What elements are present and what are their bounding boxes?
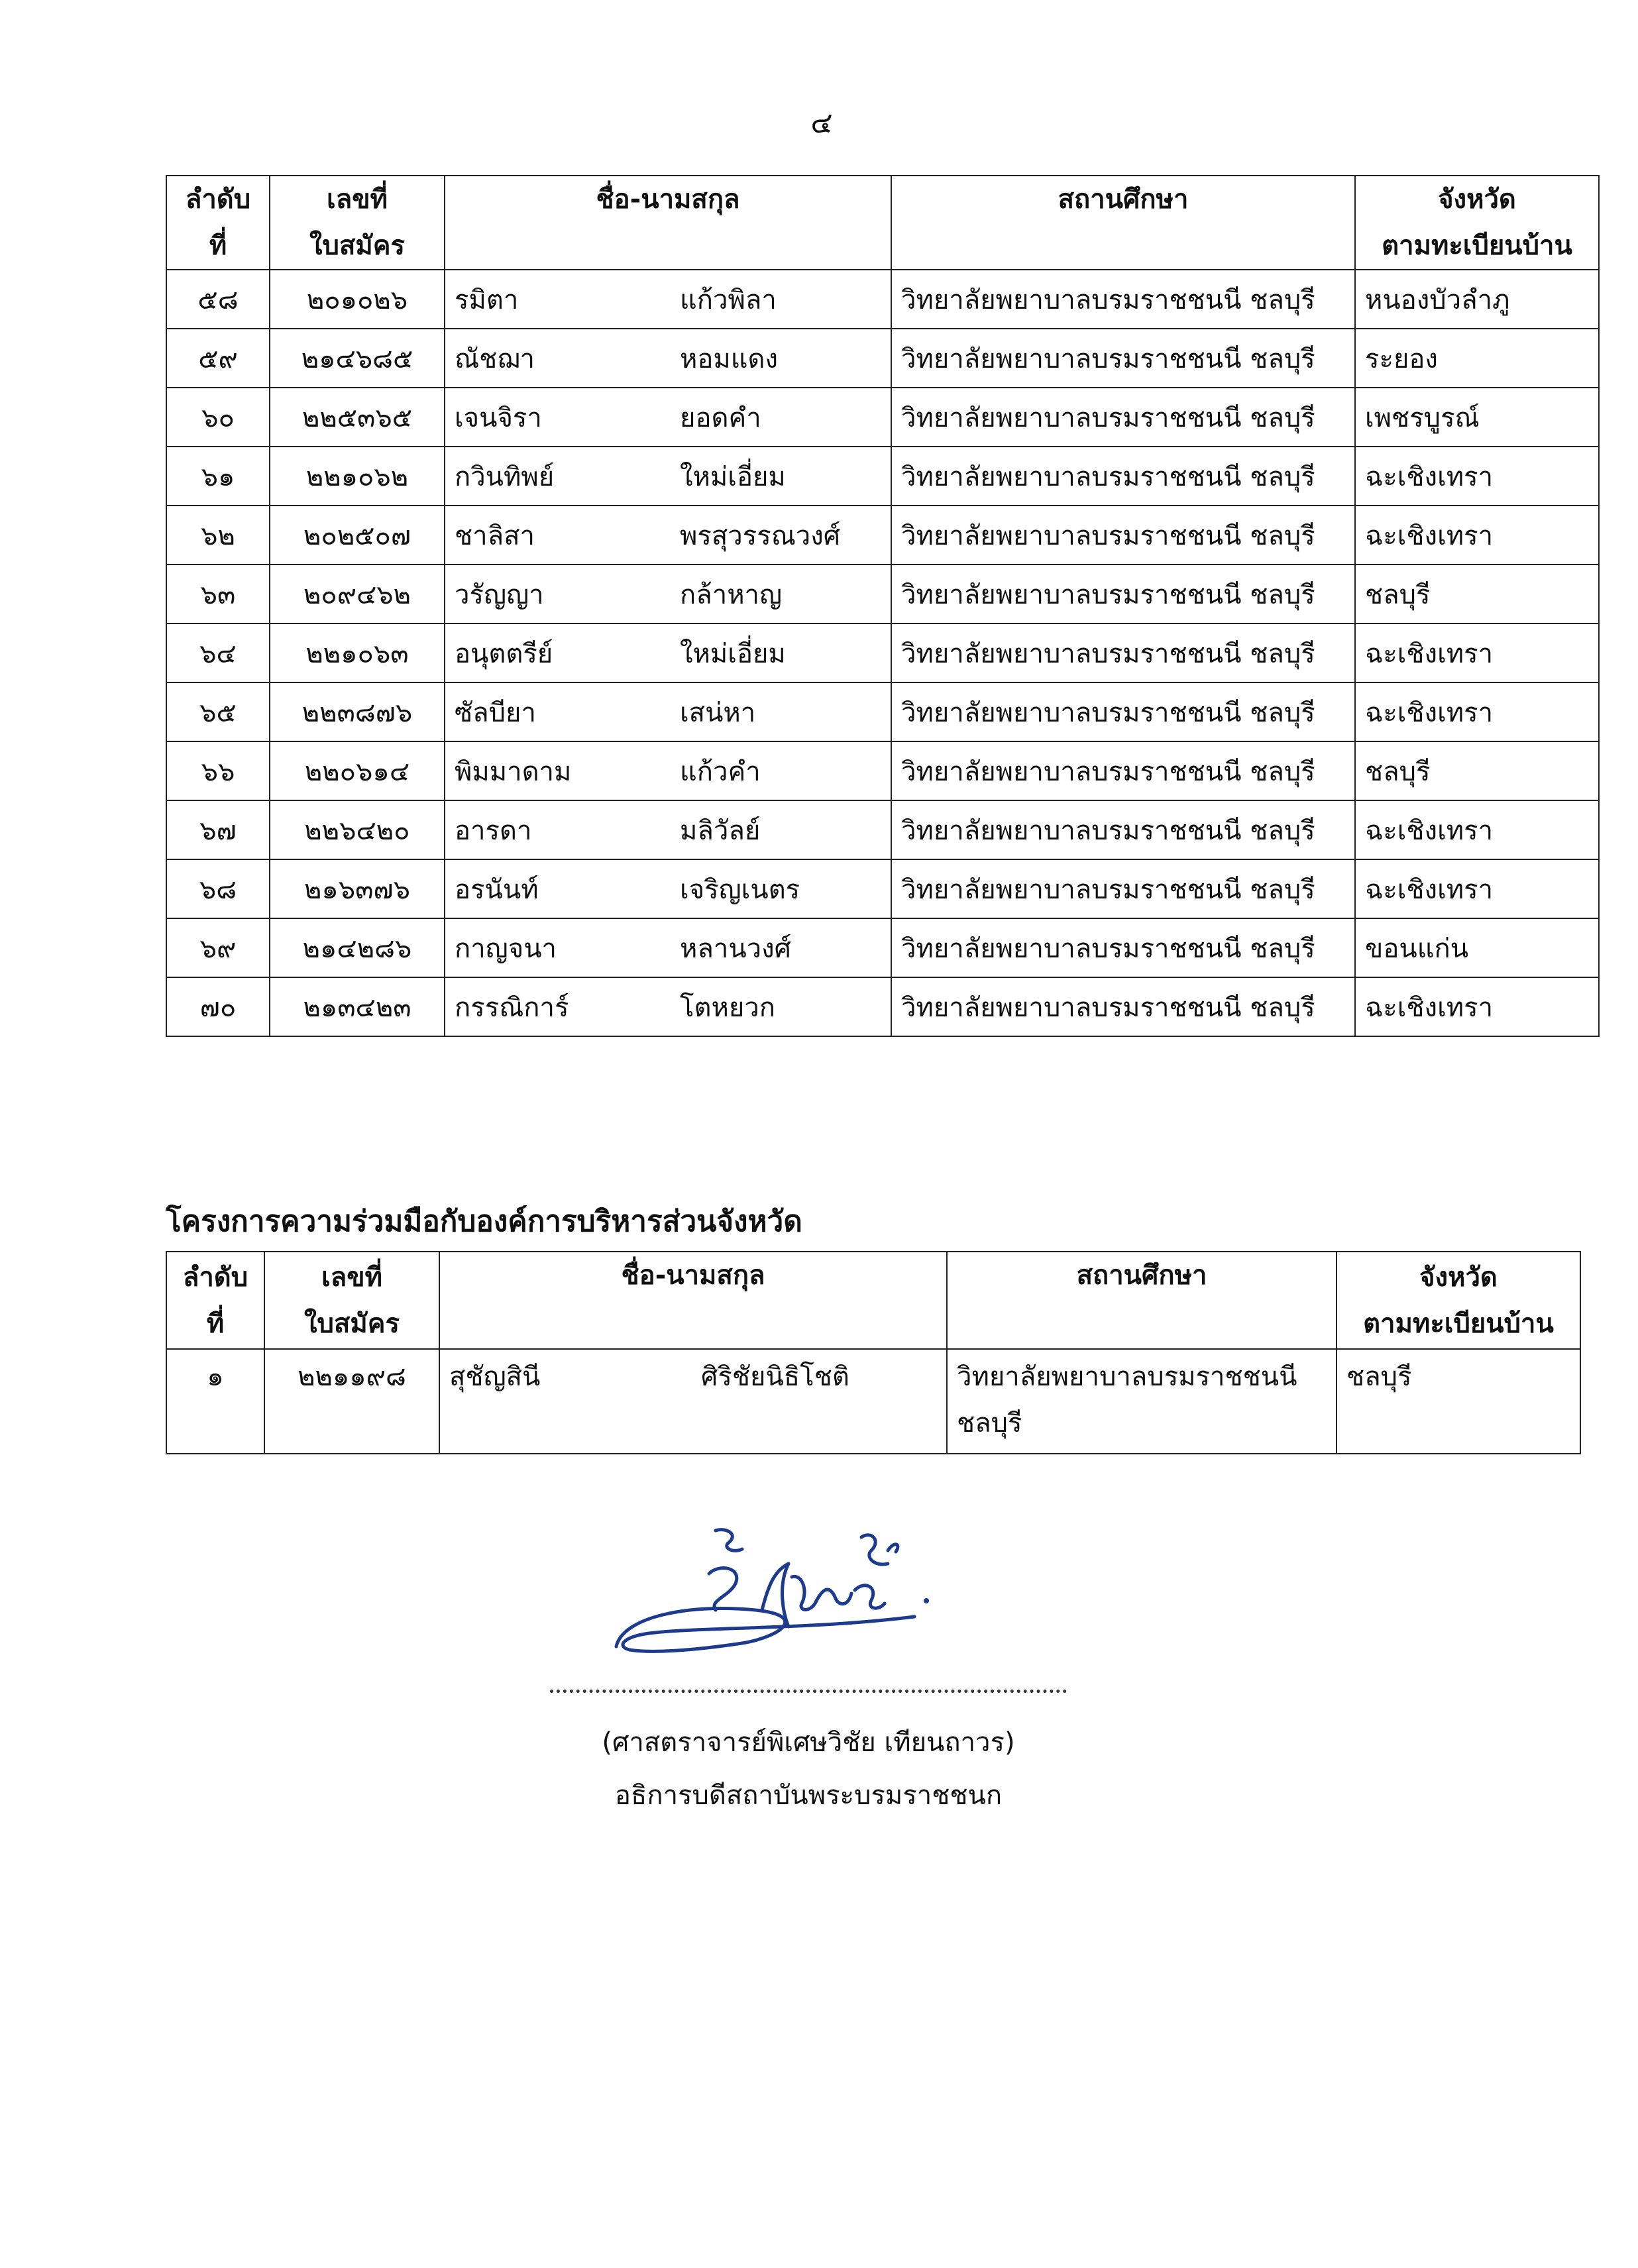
cell-institution: วิทยาลัยพยาบาลบรมราชชนนี ชลบุรี xyxy=(891,623,1355,682)
cell-institution: วิทยาลัยพยาบาลบรมราชชนนี ชลบุรี xyxy=(891,918,1355,977)
cell-province: ขอนแก่น xyxy=(1355,918,1599,977)
first-name: สุชัญสินี xyxy=(449,1362,541,1392)
table-row xyxy=(166,741,1599,800)
cell-institution: วิทยาลัยพยาบาลบรมราชชนนี ชลบุรี xyxy=(891,682,1355,741)
cell-province: ฉะเชิงเทรา xyxy=(1355,682,1599,741)
cell-application-no: ๒๒๓๘๗๖ xyxy=(270,682,445,741)
cell-institution: วิทยาลัยพยาบาลบรมราชชนนี ชลบุรี xyxy=(947,1349,1337,1454)
last-name: พรสุวรรณวงศ์ xyxy=(680,520,841,551)
table-header-row xyxy=(166,176,1599,270)
page-number: ๔ xyxy=(810,106,833,140)
cell-institution: วิทยาลัยพยาบาลบรมราชชนนี ชลบุรี xyxy=(891,800,1355,859)
first-name: อรนันท์ xyxy=(455,874,539,905)
cell-province: ฉะเชิงเทรา xyxy=(1355,977,1599,1036)
last-name: หอมแดง xyxy=(680,343,779,374)
cell-order: ๖๘ xyxy=(166,859,270,918)
cell-order: ๗๐ xyxy=(166,977,270,1036)
last-name: ศิริชัยนิธิโชติ xyxy=(701,1362,849,1392)
signer-name: (ศาสตราจารย์พิเศษวิชัย เทียนถาวร) xyxy=(602,1727,1015,1758)
signer-block xyxy=(530,1716,1087,1822)
cell-province: ระยอง xyxy=(1355,329,1599,388)
section-title: โครงการความร่วมมือกับองค์การบริหารส่วนจังหวัด xyxy=(166,1205,802,1238)
table-row xyxy=(166,859,1599,918)
table-row xyxy=(166,918,1599,977)
header-province: จังหวัด ตามทะเบียนบ้าน xyxy=(1337,1252,1580,1349)
signature-image xyxy=(610,1511,981,1683)
last-name: เสน่หา xyxy=(680,697,756,728)
cell-institution: วิทยาลัยพยาบาลบรมราชชนนี ชลบุรี xyxy=(891,447,1355,506)
header-name: ชื่อ-นามสกุล xyxy=(439,1252,947,1349)
cell-institution: วิทยาลัยพยาบาลบรมราชชนนี ชลบุรี xyxy=(891,270,1355,329)
last-name: แก้วคำ xyxy=(680,756,761,787)
cell-application-no: ๒๒๕๓๖๕ xyxy=(270,388,445,447)
cell-name xyxy=(445,682,891,741)
cell-province: ฉะเชิงเทรา xyxy=(1355,623,1599,682)
cell-application-no: ๒๐๒๕๐๗ xyxy=(270,506,445,565)
table-row xyxy=(166,1349,1580,1454)
table-row xyxy=(166,388,1599,447)
province-cooperation-table xyxy=(166,1251,1581,1454)
table-row xyxy=(166,682,1599,741)
cell-application-no: ๒๒๑๐๖๒ xyxy=(270,447,445,506)
cell-application-no: ๒๐๑๐๒๖ xyxy=(270,270,445,329)
cell-order: ๕๘ xyxy=(166,270,270,329)
first-name: เจนจิรา xyxy=(455,402,542,433)
table-row xyxy=(166,565,1599,623)
first-name: กาญจนา xyxy=(455,933,557,964)
table-row xyxy=(166,800,1599,859)
table-row xyxy=(166,977,1599,1036)
cell-province: ฉะเชิงเทรา xyxy=(1355,859,1599,918)
cell-order: ๖๓ xyxy=(166,565,270,623)
cell-name xyxy=(439,1349,947,1454)
cell-name xyxy=(445,918,891,977)
cell-order: ๖๔ xyxy=(166,623,270,682)
first-name: ซัลบียา xyxy=(455,697,536,728)
signature-line xyxy=(550,1688,1067,1693)
cell-application-no: ๒๒๑๐๖๓ xyxy=(270,623,445,682)
first-name: รมิตา xyxy=(455,284,519,315)
cell-name xyxy=(445,565,891,623)
last-name: ยอดคำ xyxy=(680,402,761,433)
cell-name xyxy=(445,270,891,329)
table-row xyxy=(166,623,1599,682)
cell-application-no: ๒๑๖๓๗๖ xyxy=(270,859,445,918)
header-institution: สถานศึกษา xyxy=(891,176,1355,270)
header-application-no: เลขที่ ใบสมัคร xyxy=(270,176,445,270)
cell-name xyxy=(445,741,891,800)
cell-application-no: ๒๒๖๔๒๐ xyxy=(270,800,445,859)
cell-institution: วิทยาลัยพยาบาลบรมราชชนนี ชลบุรี xyxy=(891,329,1355,388)
last-name: ใหม่เอี่ยม xyxy=(680,461,786,492)
header-name: ชื่อ-นามสกุล xyxy=(445,176,891,270)
cell-institution: วิทยาลัยพยาบาลบรมราชชนนี ชลบุรี xyxy=(891,741,1355,800)
first-name: อนุตตรีย์ xyxy=(455,638,553,669)
first-name: พิมมาดาม xyxy=(455,756,572,787)
cell-application-no: ๒๑๔๖๘๕ xyxy=(270,329,445,388)
last-name: หลานวงศ์ xyxy=(680,933,792,964)
cell-order: ๑ xyxy=(166,1349,264,1454)
cell-application-no: ๒๑๔๒๘๖ xyxy=(270,918,445,977)
table-row xyxy=(166,447,1599,506)
last-name: โตหยวก xyxy=(680,992,775,1023)
cell-application-no: ๒๒๐๖๑๔ xyxy=(270,741,445,800)
header-application-no: เลขที่ ใบสมัคร xyxy=(264,1252,439,1349)
cell-name xyxy=(445,977,891,1036)
header-order: ลำดับ ที่ xyxy=(166,1252,264,1349)
cell-order: ๖๕ xyxy=(166,682,270,741)
cell-institution: วิทยาลัยพยาบาลบรมราชชนนี ชลบุรี xyxy=(891,506,1355,565)
first-name: กวินทิพย์ xyxy=(455,461,555,492)
cell-province: ชลบุรี xyxy=(1337,1349,1580,1454)
table-row xyxy=(166,329,1599,388)
header-order: ลำดับ ที่ xyxy=(166,176,270,270)
first-name: อารดา xyxy=(455,815,532,846)
cell-province: ฉะเชิงเทรา xyxy=(1355,447,1599,506)
table-header-row xyxy=(166,1252,1580,1349)
cell-institution: วิทยาลัยพยาบาลบรมราชชนนี ชลบุรี xyxy=(891,565,1355,623)
first-name: วรัญญา xyxy=(455,579,544,610)
cell-order: ๖๗ xyxy=(166,800,270,859)
cell-name xyxy=(445,447,891,506)
cell-name xyxy=(445,388,891,447)
cell-province: ชลบุรี xyxy=(1355,741,1599,800)
cell-institution: วิทยาลัยพยาบาลบรมราชชนนี ชลบุรี xyxy=(891,977,1355,1036)
cell-name xyxy=(445,859,891,918)
cell-order: ๕๙ xyxy=(166,329,270,388)
cell-order: ๖๑ xyxy=(166,447,270,506)
table-row xyxy=(166,270,1599,329)
cell-order: ๖๙ xyxy=(166,918,270,977)
cell-application-no: ๒๑๓๔๒๓ xyxy=(270,977,445,1036)
signer-position: อธิการบดีสถาบันพระบรมราชชนก xyxy=(614,1780,1003,1811)
cell-name xyxy=(445,623,891,682)
cell-application-no: ๒๐๙๔๖๒ xyxy=(270,565,445,623)
cell-application-no: ๒๒๑๑๙๘ xyxy=(264,1349,439,1454)
cell-province: ฉะเชิงเทรา xyxy=(1355,506,1599,565)
header-province: จังหวัด ตามทะเบียนบ้าน xyxy=(1355,176,1599,270)
table-row xyxy=(166,506,1599,565)
last-name: เจริญเนตร xyxy=(680,874,800,905)
last-name: ใหม่เอี่ยม xyxy=(680,638,786,669)
cell-order: ๖๖ xyxy=(166,741,270,800)
header-institution: สถานศึกษา xyxy=(947,1252,1337,1349)
last-name: แก้วพิลา xyxy=(680,284,777,315)
cell-province: เพชรบูรณ์ xyxy=(1355,388,1599,447)
cell-name xyxy=(445,329,891,388)
last-name: กล้าหาญ xyxy=(680,579,783,610)
first-name: ชาลิสา xyxy=(455,520,535,551)
cell-province: ฉะเชิงเทรา xyxy=(1355,800,1599,859)
cell-order: ๖๒ xyxy=(166,506,270,565)
first-name: ณัชฌา xyxy=(455,343,535,374)
applicant-table xyxy=(166,175,1600,1037)
cell-institution: วิทยาลัยพยาบาลบรมราชชนนี ชลบุรี xyxy=(891,859,1355,918)
last-name: มลิวัลย์ xyxy=(680,815,761,846)
first-name: กรรณิการ์ xyxy=(455,992,569,1023)
cell-name xyxy=(445,800,891,859)
cell-province: หนองบัวลำภู xyxy=(1355,270,1599,329)
cell-name xyxy=(445,506,891,565)
cell-order: ๖๐ xyxy=(166,388,270,447)
cell-institution: วิทยาลัยพยาบาลบรมราชชนนี ชลบุรี xyxy=(891,388,1355,447)
cell-province: ชลบุรี xyxy=(1355,565,1599,623)
